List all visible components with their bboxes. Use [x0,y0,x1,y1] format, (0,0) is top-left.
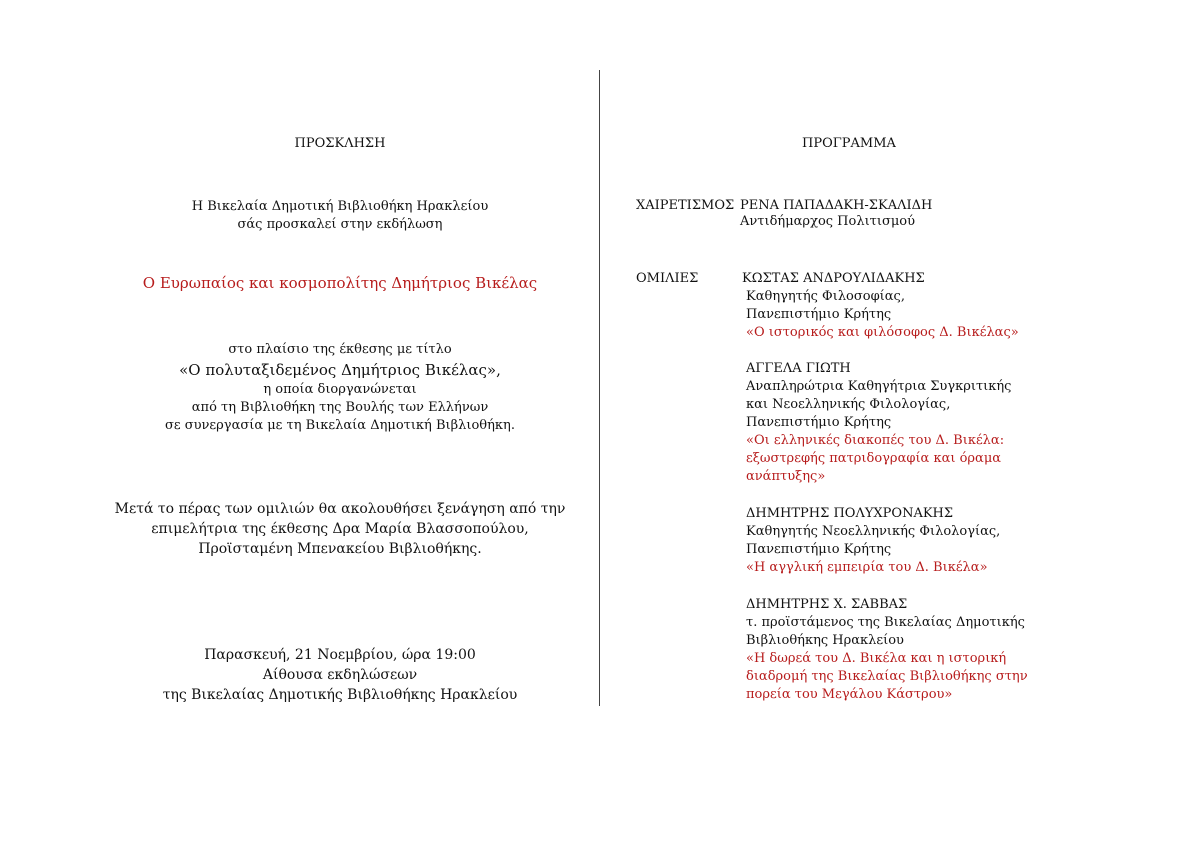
speaker-role: Αναπληρώτρια Καθηγήτρια Συγκριτικής [746,379,1012,394]
talk-title: «Η αγγλική εμπειρία του Δ. Βικέλα» [746,560,988,575]
date-line: Παρασκευή, 21 Νοεμβρίου, ώρα 19:00 [204,647,476,663]
speaker-name: ΚΩΣΤΑΣ ΑΝΔΡΟΥΛΙΔΑΚΗΣ [742,271,925,286]
greeting-name: ΡΕΝΑ ΠΑΠΑΔΑΚΗ-ΣΚΑΛΙΔΗ [740,198,933,213]
speaker-role: Καθηγητής Νεοελληνικής Φιλολογίας, [746,524,1001,539]
tour-line-1: Μετά το πέρας των ομιλιών θα ακολουθήσει ξενάγηση από την [114,501,566,517]
talk-title: πορεία του Μεγάλου Κάστρου» [746,687,953,702]
context-line-5: σε συνεργασία με τη Βικελαία Δημοτική Βιβλιοθήκη. [165,418,515,433]
speaker-entry [746,360,1011,486]
venue-line-2: της Βικελαίας Δημοτικής Βιβλιοθήκης Ηρακλείου [162,687,518,703]
context-line-1: στο πλαίσιο της έκθεσης με τίτλο [228,342,452,357]
context-line-3: η οποία διοργανώνεται [263,382,417,397]
context-line-4: από τη Βιβλιοθήκη της Βουλής των Ελλήνων [191,400,489,415]
talk-title: «Οι ελληνικές διακοπές του Δ. Βικέλα: [746,433,1005,448]
speaker-name: ΔΗΜΗΤΡΗΣ Χ. ΣΑΒΒΑΣ [746,597,908,612]
speaker-entry [742,270,1019,342]
speaker-name: ΔΗΜΗΤΡΗΣ ΠΟΛΥΧΡΟΝΑΚΗΣ [746,506,954,521]
speaker-role: Πανεπιστήμιο Κρήτης [746,415,892,430]
program-heading: ΠΡΟΓΡΑΜΜΑ [802,136,896,151]
talk-title: ανάπτυξης» [746,469,826,484]
greeting-label: ΧΑΙΡΕΤΙΣΜΟΣ [636,198,735,213]
talk-title: εξωστρεφής πατριδογραφία και όραμα [746,451,1002,466]
host-line-1: Η Βικελαία Δημοτική Βιβλιοθήκη Ηρακλείου [191,199,489,214]
speaker-entry [746,505,1000,577]
exhibition-title: «Ο πολυταξιδεμένος Δημήτριος Βικέλας», [179,361,501,379]
venue-line-1: Αίθουσα εκδηλώσεων [262,667,418,683]
speaker-entry [746,596,1028,704]
greeting-role: Αντιδήμαρχος Πολιτισμού [740,214,916,229]
speaker-role: Πανεπιστήμιο Κρήτης [746,542,892,557]
tour-line-2: επιμελήτρια της έκθεσης Δρα Μαρία Βλασσοπούλου, [151,521,529,537]
speaker-name: ΑΓΓΕΛΑ ΓΙΩΤΗ [746,361,851,376]
talk-title: διαδρομή της Βικελαίας Βιβλιοθήκης στην [746,669,1028,684]
talk-title: «Η δωρεά του Δ. Βικέλα και η ιστορική [746,651,1007,666]
talks-label: ΟΜΙΛΙΕΣ [636,271,699,286]
tour-line-3: Προϊσταμένη Μπενακείου Βιβλιοθήκης. [198,541,482,557]
speaker-role: Καθηγητής Φιλοσοφίας, [746,289,905,304]
host-line-2: σάς προσκαλεί στην εκδήλωση [237,217,443,232]
talk-title: «Ο ιστορικός και φιλόσοφος Δ. Βικέλας» [746,325,1019,340]
event-title: Ο Ευρωπαίος και κοσμοπολίτης Δημήτριος Βικέλας [142,274,538,292]
speaker-role: Βιβλιοθήκης Ηρακλείου [746,633,904,648]
speaker-role: και Νεοελληνικής Φιλολογίας, [746,397,951,412]
speaker-role: τ. προϊστάμενος της Βικελαίας Δημοτικής [746,615,1025,630]
speaker-role: Πανεπιστήμιο Κρήτης [746,307,892,322]
invitation-heading: ΠΡΟΣΚΛΗΣΗ [294,136,386,151]
